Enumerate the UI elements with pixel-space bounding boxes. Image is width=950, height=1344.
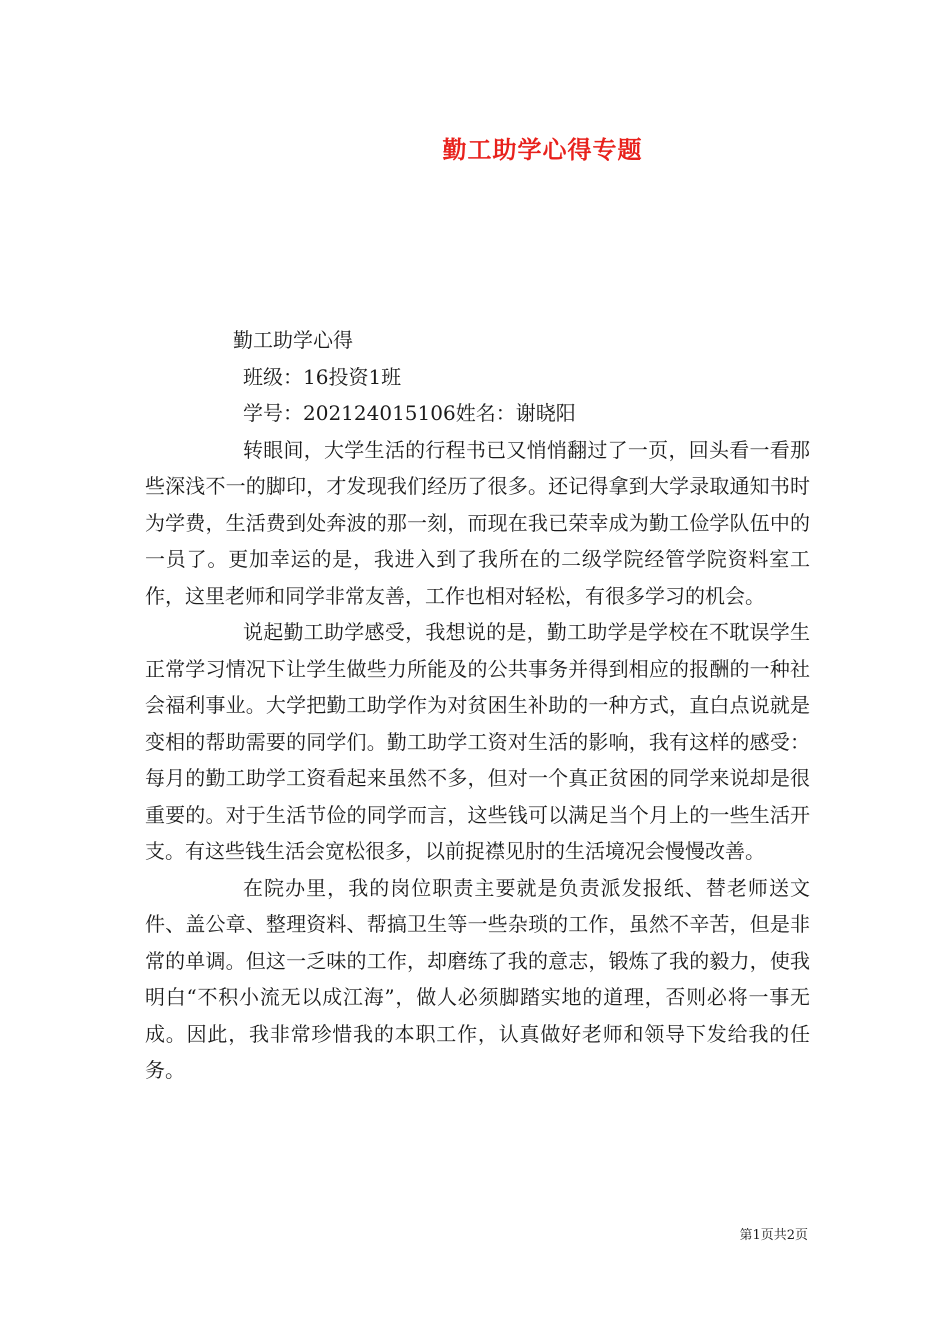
page-number-footer: 第1页共2页 [739, 1228, 808, 1243]
essay-heading: 勤工助学心得 [233, 328, 353, 352]
student-id-name-line: 学号：202124015106姓名：谢晓阳 [243, 401, 576, 425]
document-title: 勤工助学心得专题 [442, 135, 643, 164]
paragraph-1: 转眼间，大学生活的行程书已又悄悄翻过了一页，回头看一看那些深浅不一的脚印，才发现我们经历了很多。还记得拿到大学录取通知书时为学费，生活费到处奔波的那一刻，而现在我已荣幸成为勤工俭学队伍中的一员了。更加幸运的是，我进入到了我所在的二级学院经管学院资料室工作，这里老师和同学非常友善，工作也相对轻松，有很多学习的机会。 [145, 437, 810, 608]
paragraph-3: 在院办里，我的岗位职责主要就是负责派发报纸、替老师送文件、盖公章、整理资料、帮搞卫生等一些杂琐的工作，虽然不辛苦，但是非常的单调。但这一乏味的工作，却磨练了我的意志，锻炼了我的毅力，使我明白“不积小流无以成江海”，做人必须脚踏实地的道理，否则必将一事无成。因此，我非常珍惜我的本职工作，认真做好老师和领导下发给我的任务。 [145, 875, 810, 1082]
document-body [145, 322, 810, 1089]
paragraph-2: 说起勤工助学感受，我想说的是，勤工助学是学校在不耽误学生正常学习情况下让学生做些力所能及的公共事务并得到相应的报酬的一种社会福利事业。大学把勤工助学作为对贫困生补助的一种方式，直白点说就是变相的帮助需要的同学们。勤工助学工资对生活的影响，我有这样的感受：每月的勤工助学工资看起来虽然不多，但对一个真正贫困的同学来说却是很重要的。对于生活节俭的同学而言，这些钱可以满足当个月上的一些生活开支。有这些钱生活会宽松很多，以前捉襟见肘的生活境况会慢慢改善。 [145, 620, 810, 863]
class-line: 班级：16投资1班 [243, 364, 402, 389]
